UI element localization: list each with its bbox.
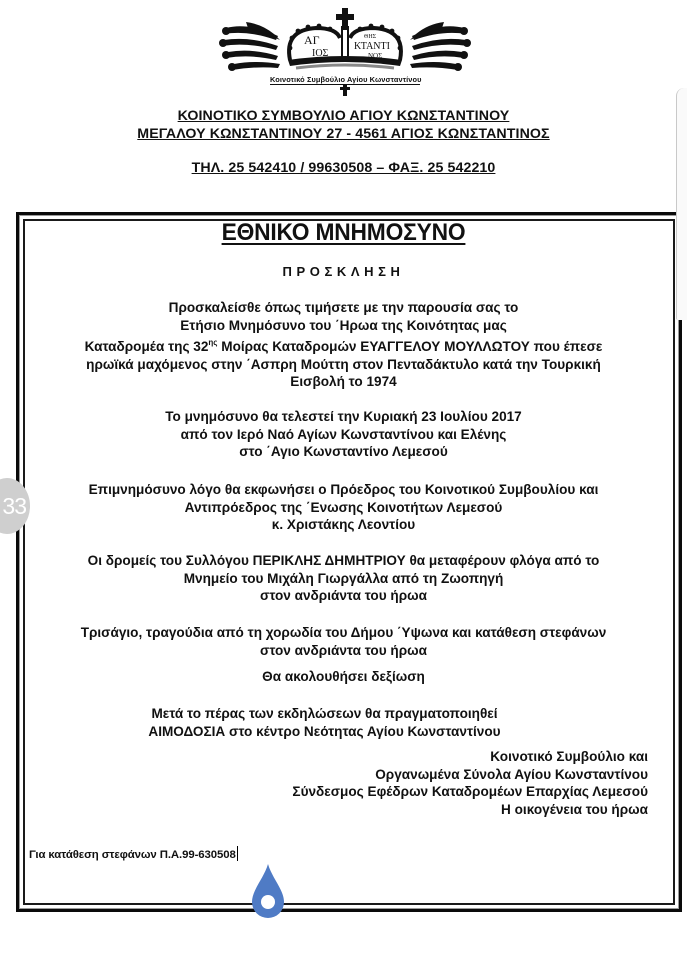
org-name: ΚΟΙΝΟΤΙΚΟ ΣΥΜΒΟΥΛΙΟ ΑΓΙΟΥ ΚΩΝΣΤΑΝΤΙΝΟΥ xyxy=(177,108,510,124)
text-line: ΑΙΜΟΔΟΣΙΑ στο κέντρο Νεότητας Αγίου Κωνσταντίνου xyxy=(148,723,501,739)
ordinal-superscript: ης xyxy=(208,338,218,347)
text-line: Αντιπρόεδρος της ΄Ενωσης Κοινοτήτων Λεμεσού xyxy=(184,499,503,515)
text-line: Τρισάγιο, τραγούδια από τη χορωδία του Δήμου ΄Υψωνα και κατάθεση στεφάνων xyxy=(80,625,607,640)
crest-text-left-2: ΙΟΣ xyxy=(312,48,329,59)
crest-text-right-1: ΘΗΣ xyxy=(364,34,377,40)
text-cursor xyxy=(237,846,239,861)
text-run: Καταδρομέα της 32 xyxy=(84,339,209,354)
paragraph-service xyxy=(0,408,687,461)
paragraph-blood-drive xyxy=(0,705,687,740)
document-subtitle: ΠΡΟΣΚΛΗΣΗ xyxy=(282,264,405,279)
org-address: ΜΕΓΑΛΟΥ ΚΩΝΣΤΑΝΤΙΝΟΥ 27 - 4561 ΑΓΙΟΣ ΚΩΝΣΤΑΝΤΙΝΟΣ xyxy=(137,126,550,142)
footer-note-text: Για κατάθεση στεφάνων Π.Α.99-630508 xyxy=(29,849,236,861)
text-line: Προσκαλείσθε όπως τιμήσετε με την παρουσία σας το xyxy=(168,300,519,315)
text-line: ηρωϊκά μαχόμενος στην ΄Ασπρη Μούττη στον Πενταδάκτυλο κατά την Τουρκική xyxy=(86,356,601,372)
text-line xyxy=(0,334,687,356)
text-line: Εισβολή το 1974 xyxy=(290,374,397,389)
crest-text-left-1: ΑΓ xyxy=(304,33,320,47)
signatory: Κοινοτικό Συμβούλιο και xyxy=(490,749,648,764)
text-line: Το μνημόσυνο θα τελεστεί την Κυριακή 23 Ιουλίου 2017 xyxy=(165,409,522,424)
text-line: από τον Ιερό Ναό Αγίων Κωνσταντίνου και Ελένης xyxy=(180,426,507,442)
text-line: Οι δρομείς του Συλλόγου ΠΕΡΙΚΛΗΣ ΔΗΜΗΤΡΙΟΥ θα μεταφέρουν φλόγα από το xyxy=(87,553,600,568)
text-selection-handle-icon[interactable] xyxy=(252,864,284,918)
signatories xyxy=(292,748,648,818)
text-line: Ετήσιο Μνημόσυνο του ΄Ηρωα της Κοινότητας μας xyxy=(180,317,507,333)
footer-note[interactable] xyxy=(29,846,238,861)
crest-text-right-2: ΚΤΑΝΤΙ xyxy=(354,41,390,52)
council-logo xyxy=(218,4,472,96)
paragraph-flame xyxy=(0,552,687,605)
paragraph-invitation xyxy=(0,299,687,391)
paragraph-reception: Θα ακολουθήσει δεξίωση xyxy=(262,669,425,684)
text-run: Μοίρας Καταδρομών ΕΥΑΓΓΕΛΟΥ ΜΟΥΛΛΩΤΟΥ που έπεσε xyxy=(217,339,603,354)
page-count-text: 33 xyxy=(2,493,26,519)
text-line: στο ΄Αγιο Κωνσταντίνο Λεμεσού xyxy=(239,444,448,459)
page-count-badge[interactable] xyxy=(0,478,30,534)
logo-caption: Κοινοτικό Συμβούλιο Αγίου Κωνσταντίνου xyxy=(270,75,422,84)
text-line: Μετά το πέρας των εκδηλώσεων θα πραγματοποιηθεί xyxy=(151,706,498,721)
paragraph-wreaths xyxy=(0,624,687,659)
text-line: Επιμνημόσυνο λόγο θα εκφωνήσει ο Πρόεδρος του Κοινοτικού Συμβουλίου και xyxy=(88,482,599,497)
signatory: Σύνδεσμος Εφέδρων Καταδρομέων Επαρχίας Λεμεσού xyxy=(292,784,648,799)
scrollbar-track[interactable] xyxy=(676,88,687,320)
text-line: στον ανδριάντα του ήρωα xyxy=(260,588,427,603)
document-title: ΕΘΝΙΚΟ ΜΝΗΜΟΣΥΝΟ xyxy=(221,219,466,246)
signatory: Η οικογένεια του ήρωα xyxy=(501,801,648,817)
paragraph-speech xyxy=(0,481,687,534)
crest-text-right-3: ΝΟΣ xyxy=(368,52,383,60)
text-line: κ. Χριστάκης Λεοντίου xyxy=(271,517,416,532)
text-line: στον ανδριάντα του ήρωα xyxy=(260,642,427,658)
text-line: Μνημείο του Μιχάλη Γιωργάλλα από τη Ζωοπηγή xyxy=(183,570,504,586)
signatory: Οργανωμένα Σύνολα Αγίου Κωνσταντίνου xyxy=(375,766,648,782)
org-contact: ΤΗΛ. 25 542410 / 99630508 – ΦΑΞ. 25 542210 xyxy=(191,160,496,176)
